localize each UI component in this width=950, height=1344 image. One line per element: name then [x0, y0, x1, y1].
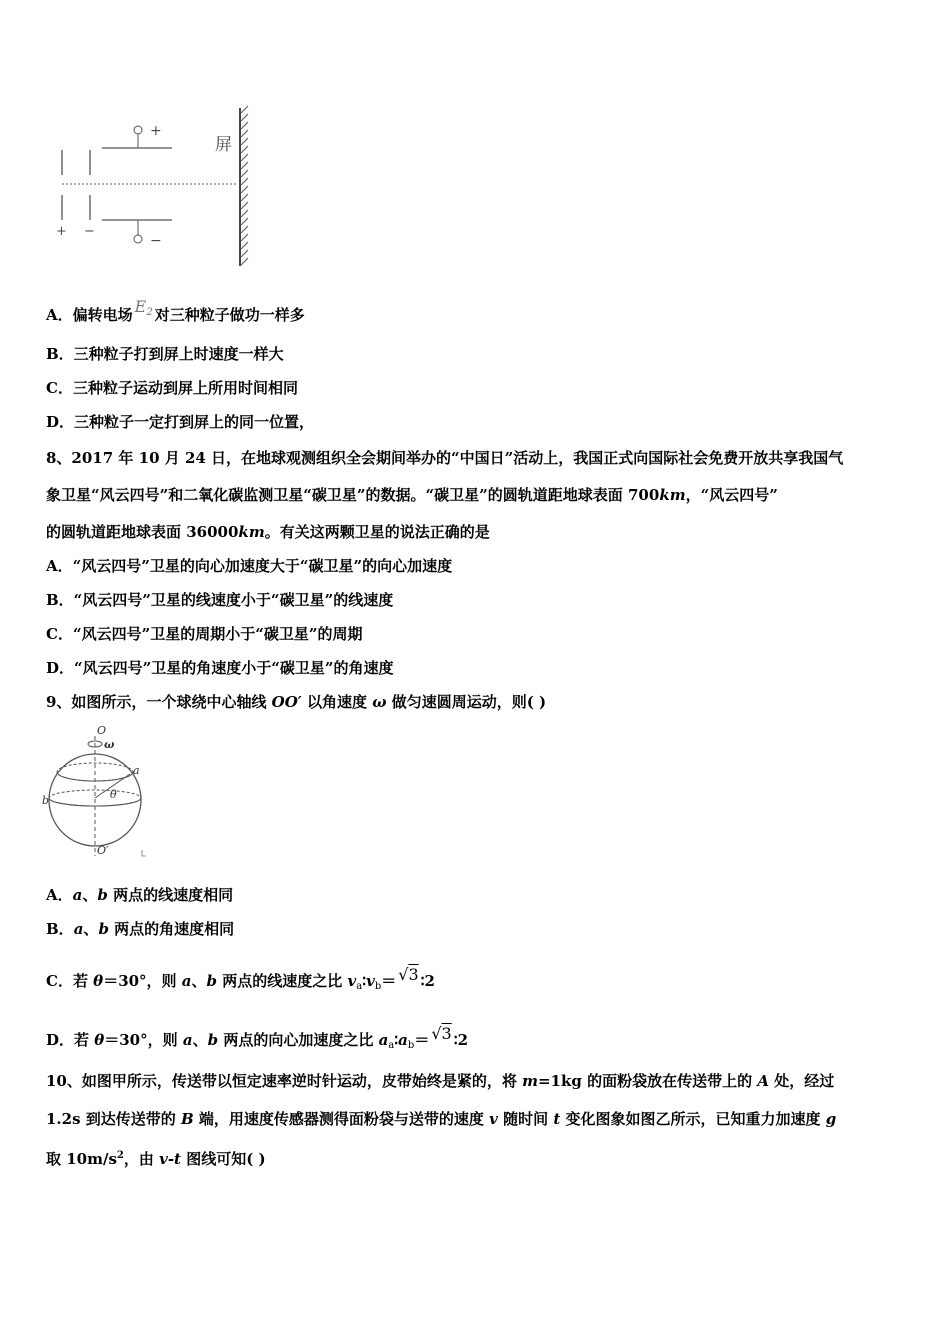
q9-option-c: C．若 θ＝30°，则 a、b 两点的线速度之比 $v_a∶v_b= √3$ ∶2	[46, 965, 435, 992]
q10-stem-line1: 10、如图甲所示，传送带以恒定速率逆时针运动，皮带始终是紧的，将 m=1kg 的面粉袋放在传送带上的 A 处，经过	[46, 1072, 835, 1090]
e2-symbol: $E_2$	[134, 297, 153, 318]
q7-option-c: C．三种粒子运动到屏上所用时间相同	[46, 379, 298, 397]
q7-option-b: B．三种粒子打到屏上时速度一样大	[46, 345, 284, 363]
q7-option-a: A．偏转电场 $E_2$ 对三种粒子做功一样多	[46, 297, 305, 324]
q8-stem-line1: 8、2017 年 10 月 24 日，在地球观测组织全会期间举办的“中国日”活动上，我国正式向国际社会免费开放共享我国气	[46, 449, 844, 467]
label-theta: θ	[110, 788, 117, 801]
q8-stem-line3: 的圆轨道距地球表面 36000km。有关这两颗卫星的说法正确的是	[46, 523, 490, 541]
q8-option-d: D．“风云四号”卫星的角速度小于“碳卫星”的角速度	[46, 659, 394, 677]
q8-option-a: A．“风云四号”卫星的向心加速度大于“碳卫星”的向心加速度	[46, 557, 453, 575]
sphere-figure	[40, 722, 160, 862]
q7-option-d: D．三种粒子一定打到屏上的同一位置，	[46, 413, 315, 431]
q8-stem-line2: 象卫星“风云四号”和二氧化碳监测卫星“碳卫星”的数据。“碳卫星”的圆轨道距地球表面 700km，“风云四号”	[46, 486, 778, 504]
label-b: b	[42, 794, 50, 807]
label-o-prime: O′	[97, 844, 109, 857]
sqrt-3-d: √3	[431, 1024, 452, 1043]
q9-option-a: A．a、b 两点的线速度相同	[46, 886, 234, 904]
q9-option-b: B．a、b 两点的角速度相同	[46, 920, 235, 938]
label-a: a	[133, 764, 140, 777]
q10-stem-line3: 取 $10m/s^2$，由 v-t 图线可知( )	[46, 1150, 266, 1168]
plus-left-label: +	[56, 224, 67, 239]
deflection-figure	[50, 100, 260, 275]
label-o: O	[97, 724, 107, 737]
label-omega: ω	[104, 738, 115, 751]
q9-stem: 9、如图所示，一个球绕中心轴线 OO′ 以角速度 ω 做匀速圆周运动，则( )	[46, 693, 547, 711]
q10-stem-line2: 1.2s 到达传送带的 B 端，用速度传感器测得面粉袋与送带的速度 v 随时间 t 变化图象如图乙所示，已知重力加速度 g	[46, 1110, 837, 1128]
q8-option-c: C．“风云四号”卫星的周期小于“碳卫星”的周期	[46, 625, 363, 643]
minus-left-label: −	[84, 224, 95, 239]
q9-option-d: D．若 θ＝30°，则 a、b 两点的向心加速度之比 $a_a∶a_b= √3$ ∶2	[46, 1024, 469, 1051]
q8-option-b: B．“风云四号”卫星的线速度小于“碳卫星”的线速度	[46, 591, 394, 609]
screen-label: 屏	[215, 135, 232, 155]
minus-bottom-label: −	[150, 233, 162, 249]
sqrt-3: √3	[398, 965, 419, 984]
plus-top-label: +	[150, 123, 162, 139]
